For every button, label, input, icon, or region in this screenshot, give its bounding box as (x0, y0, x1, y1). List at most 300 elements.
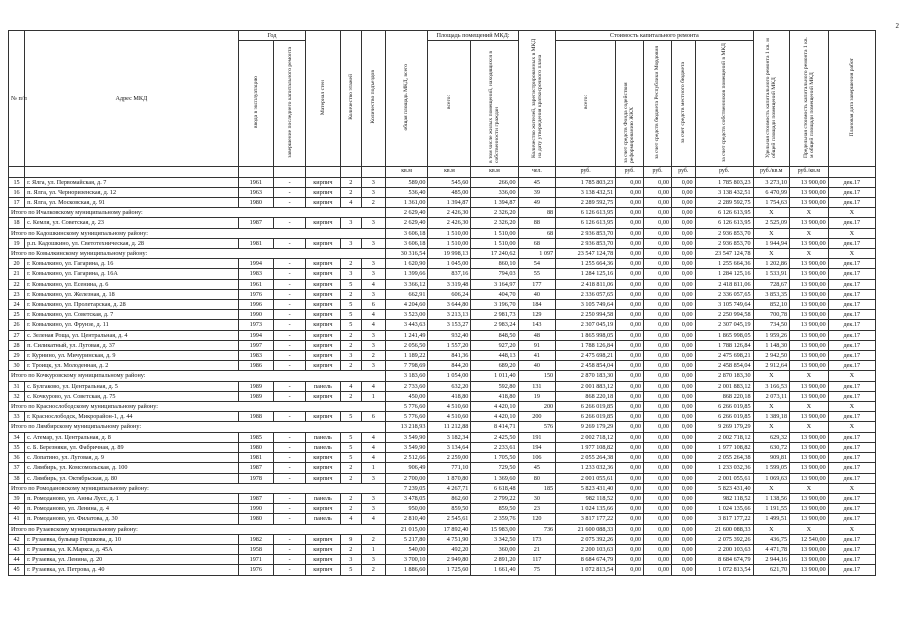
table-cell: панель (306, 381, 340, 391)
table-cell: 1 725,60 (428, 565, 471, 575)
table-cell: 6 (361, 412, 385, 422)
table-cell: дек.17 (828, 463, 875, 473)
table-cell: 31 (9, 381, 25, 391)
table-cell: - (274, 259, 306, 269)
header-year: Год (238, 31, 306, 41)
subtotal-cell: 5 776,60 (385, 402, 428, 412)
table-cell: 0,00 (616, 269, 644, 279)
table-cell: 589,00 (385, 177, 428, 187)
table-cell: 1 977 108,82 (556, 442, 616, 452)
table-cell: 13 900,00 (790, 514, 829, 524)
table-cell: 2 (340, 493, 361, 503)
table-cell: 0,00 (616, 453, 644, 463)
table-cell: 689,20 (471, 361, 518, 371)
table-cell: 3 (340, 238, 361, 248)
table-cell: 49 (518, 198, 556, 208)
subtotal-cell: 0,00 (644, 249, 672, 259)
table-cell: 75 (518, 565, 556, 575)
table-cell: - (274, 320, 306, 330)
table-cell: г. Краснослободск, Микрорайон-1, д. 44 (25, 412, 239, 422)
subtotal-row (9, 249, 876, 259)
table-cell: 2 075 392,26 (556, 534, 616, 544)
table-cell: 1 191,55 (753, 504, 789, 514)
table-cell: дек.17 (828, 218, 875, 228)
table-cell: 0,00 (672, 442, 696, 452)
table-cell: 2 (340, 504, 361, 514)
subtotal-cell: 0,00 (672, 422, 696, 432)
table-cell: 3 443,63 (385, 320, 428, 330)
table-cell: 1 886,60 (385, 565, 428, 575)
table-cell: 1 557,20 (428, 340, 471, 350)
header-area-residents: в том числе жилых помещений, находящихся в собственности граждан (471, 41, 518, 167)
table-cell: - (274, 310, 306, 320)
header-cost-federal: за счет средств Фонда содействия реформированию ЖКХ (616, 41, 644, 167)
table-cell: - (274, 289, 306, 299)
table-cell: 3 (361, 269, 385, 279)
header-cost-regional: за счет средств бюджета Республики Мордовия (644, 41, 672, 167)
table-cell: 3 319,48 (428, 279, 471, 289)
header-floors: Количество этажей (340, 31, 361, 167)
subtotal-cell: 0,00 (672, 371, 696, 381)
subtotal-cell: 200 (518, 402, 556, 412)
subtotal-label: Итого по Кочкуровскому муниципальному району: (9, 371, 386, 381)
table-cell: - (274, 463, 306, 473)
table-cell: 3 134,64 (428, 442, 471, 452)
table-cell: 129 (518, 310, 556, 320)
table-cell: п. Ромоданово, ул. Ленина, д. 4 (25, 504, 239, 514)
table-cell: 2 475 698,21 (695, 351, 753, 361)
table-cell: 1989 (238, 381, 273, 391)
table-cell: 42 (9, 534, 25, 544)
table-cell: 0,00 (644, 463, 672, 473)
table-cell: 0,00 (672, 412, 696, 422)
table-cell: дек.17 (828, 391, 875, 401)
table-cell: 0,00 (616, 218, 644, 228)
table-cell: 88 (518, 218, 556, 228)
table-cell: 0,00 (644, 514, 672, 524)
table-cell: г. Ковылкино, ул. Есенина, д. 6 (25, 279, 239, 289)
table-cell: 0,00 (672, 340, 696, 350)
unit-cell (828, 167, 875, 177)
table-cell: 0,00 (616, 565, 644, 575)
table-cell: 1994 (238, 259, 273, 269)
table-cell: 3 606,18 (385, 238, 428, 248)
table-row (9, 320, 876, 330)
subtotal-label: Итого по Ковылкинскому муниципальному району: (9, 249, 386, 259)
table-cell: 8 684 674,79 (556, 555, 616, 565)
table-cell: 3 105 749,64 (695, 300, 753, 310)
subtotal-cell: X (790, 228, 829, 238)
table-cell: 13 900,00 (790, 238, 829, 248)
subtotal-cell: 21 015,00 (385, 524, 428, 534)
table-cell: - (274, 361, 306, 371)
table-cell: 0,00 (644, 565, 672, 575)
table-row (9, 330, 876, 340)
table-cell: 630,72 (753, 442, 789, 452)
subtotal-cell: 1 510,00 (471, 228, 518, 238)
table-row (9, 218, 876, 228)
table-cell: 2 983,24 (471, 320, 518, 330)
table-cell: 2 307 045,19 (556, 320, 616, 330)
table-cell: 2 475 698,21 (556, 351, 616, 361)
subtotal-cell: 68 (518, 228, 556, 238)
table-cell: 13 900,00 (790, 187, 829, 197)
table-cell: 848,50 (471, 330, 518, 340)
table-cell: 927,20 (471, 340, 518, 350)
table-cell: 0,00 (616, 391, 644, 401)
table-cell: 3 153,27 (428, 320, 471, 330)
table-row (9, 442, 876, 452)
table-cell: 5 (340, 279, 361, 289)
table-cell: 4 471,78 (753, 544, 789, 554)
table-cell: 536,40 (385, 187, 428, 197)
table-row (9, 351, 876, 361)
subtotal-label: Итого по Кадошкинскому муниципальному району: (9, 228, 386, 238)
table-cell: 1980 (238, 198, 273, 208)
unit-cell: кв.м (385, 167, 428, 177)
table-cell: 12 540,00 (790, 534, 829, 544)
table-cell: 32 (9, 391, 25, 401)
table-cell: 2 545,61 (428, 514, 471, 524)
table-row (9, 361, 876, 371)
table-cell: кирпич (306, 340, 340, 350)
unit-cell: руб. (644, 167, 672, 177)
header-area-premises: Площадь помещений МКД: (428, 31, 518, 41)
table-cell: 2 (361, 198, 385, 208)
table-cell: 2 336 057,65 (695, 289, 753, 299)
table-cell: 41 (9, 514, 25, 524)
table-cell: 1990 (238, 310, 273, 320)
table-cell: с. Зеленая Роща, ул. Центральная, д. 4 (25, 330, 239, 340)
table-cell: дек.17 (828, 432, 875, 442)
header-num: № п/п (9, 31, 25, 167)
table-cell: 728,67 (753, 279, 789, 289)
table-cell: 0,00 (672, 555, 696, 565)
table-cell: 0,00 (616, 493, 644, 503)
table-cell: 40 (9, 504, 25, 514)
subtotal-cell: 0,00 (672, 228, 696, 238)
table-cell: 40 (518, 361, 556, 371)
table-cell: кирпич (306, 565, 340, 575)
table-cell: 0,00 (644, 555, 672, 565)
header-year-commission: ввода в эксплуатацию (238, 41, 273, 167)
table-cell: 1 599,05 (753, 463, 789, 473)
table-cell: 0,00 (644, 432, 672, 442)
table-cell: 2 (361, 565, 385, 575)
table-cell: кирпич (306, 238, 340, 248)
table-cell: 2 (340, 330, 361, 340)
table-cell: 28 (9, 340, 25, 350)
table-cell: 1971 (238, 555, 273, 565)
subtotal-cell: X (753, 249, 789, 259)
table-cell: 2 289 592,75 (695, 198, 753, 208)
table-cell: 13 900,00 (790, 493, 829, 503)
table-cell: 0,00 (672, 463, 696, 473)
table-cell: 2 (340, 187, 361, 197)
table-cell: 2 426,30 (428, 218, 471, 228)
subtotal-cell: 2 326,20 (471, 208, 518, 218)
table-cell: 1 284 125,16 (695, 269, 753, 279)
table-cell: 1963 (238, 187, 273, 197)
table-cell: 3 (340, 218, 361, 228)
table-cell: 3 (361, 493, 385, 503)
table-cell: - (274, 565, 306, 575)
table-cell: 5 (340, 300, 361, 310)
table-cell: 2 056,50 (385, 340, 428, 350)
table-cell: 13 900,00 (790, 565, 829, 575)
subtotal-cell: 6 126 613,95 (695, 208, 753, 218)
subtotal-cell: 4 420,10 (471, 402, 518, 412)
table-cell: 1987 (238, 463, 273, 473)
table-cell: 0,00 (672, 432, 696, 442)
table-row (9, 504, 876, 514)
table-cell: 4 (361, 453, 385, 463)
table-cell: 13 900,00 (790, 177, 829, 187)
table-cell: 2 001 883,12 (695, 381, 753, 391)
table-cell: 191 (518, 432, 556, 442)
table-row (9, 432, 876, 442)
table-cell: дек.17 (828, 504, 875, 514)
table-cell: 1 255 664,36 (695, 259, 753, 269)
table-cell: дек.17 (828, 259, 875, 269)
table-cell: 5 (340, 453, 361, 463)
table-cell: 0,00 (644, 218, 672, 228)
table-cell: 1 202,86 (753, 259, 789, 269)
table-cell: кирпич (306, 412, 340, 422)
table-cell: 0,00 (616, 463, 644, 473)
table-cell: 43 (9, 544, 25, 554)
table-cell: с. Лямбирь, ул. Комсомольская, д. 100 (25, 463, 239, 473)
table-cell: 5 (340, 432, 361, 442)
subtotal-cell: 0,00 (616, 208, 644, 218)
table-cell: 2 629,40 (385, 218, 428, 228)
table-cell: кирпич (306, 300, 340, 310)
header-wall-material: Материал стен (306, 31, 340, 167)
table-cell: 1 399,66 (385, 269, 428, 279)
subtotal-cell: 736 (518, 524, 556, 534)
table-cell: дек.17 (828, 351, 875, 361)
table-cell: п. Ромоданово, ул. Филатова, д. 30 (25, 514, 239, 524)
unit-cell: руб. (695, 167, 753, 177)
table-row (9, 269, 876, 279)
table-cell: 2 250 994,58 (695, 310, 753, 320)
table-cell: 0,00 (672, 504, 696, 514)
table-cell: 3 (361, 555, 385, 565)
table-cell: 0,00 (672, 218, 696, 228)
table-cell: 0,00 (672, 177, 696, 187)
table-cell: 0,00 (616, 198, 644, 208)
table-cell: - (274, 391, 306, 401)
table-cell: 194 (518, 442, 556, 452)
table-cell: 0,00 (644, 259, 672, 269)
table-cell: панель (306, 432, 340, 442)
unit-cell: кв.м (471, 167, 518, 177)
subtotal-cell: 0,00 (616, 422, 644, 432)
table-cell: кирпич (306, 279, 340, 289)
table-cell: дек.17 (828, 198, 875, 208)
table-cell: 0,00 (644, 300, 672, 310)
table-cell: 1 (361, 544, 385, 554)
table-cell: 3 644,80 (428, 300, 471, 310)
table-cell: 3 138 432,51 (695, 187, 753, 197)
table-cell: 8 684 674,79 (695, 555, 753, 565)
table-cell: 3 853,35 (753, 289, 789, 299)
table-cell: 4 (361, 514, 385, 524)
table-cell: 0,00 (616, 361, 644, 371)
mkd-repair-table (8, 30, 876, 576)
table-cell: - (274, 555, 306, 565)
table-cell: - (274, 473, 306, 483)
table-row (9, 391, 876, 401)
table-cell: 868 220,18 (556, 391, 616, 401)
table-cell: 3 817 177,22 (695, 514, 753, 524)
table-cell: - (274, 300, 306, 310)
subtotal-cell: 11 212,88 (428, 422, 471, 432)
table-cell: 950,00 (385, 504, 428, 514)
table-cell: 1 394,87 (428, 198, 471, 208)
table-cell: - (274, 351, 306, 361)
table-cell: 1978 (238, 473, 273, 483)
header-area-all: всего: (428, 41, 471, 167)
table-cell: 0,00 (616, 320, 644, 330)
table-cell: 1987 (238, 493, 273, 503)
table-cell: - (274, 218, 306, 228)
table-cell: 0,00 (616, 351, 644, 361)
table-cell: 0,00 (672, 259, 696, 269)
table-cell: 4 (361, 320, 385, 330)
table-cell: 2 458 854,04 (556, 361, 616, 371)
table-cell: 48 (518, 330, 556, 340)
table-row (9, 412, 876, 422)
table-cell: кирпич (306, 555, 340, 565)
subtotal-cell: X (790, 483, 829, 493)
subtotal-cell: 0,00 (672, 402, 696, 412)
subtotal-row (9, 483, 876, 493)
table-cell: 2 418 811,06 (695, 279, 753, 289)
table-cell: 7 798,69 (385, 361, 428, 371)
table-cell: 13 900,00 (790, 381, 829, 391)
table-cell: 13 900,00 (790, 412, 829, 422)
table-cell: 13 900,00 (790, 198, 829, 208)
table-cell: 2 810,40 (385, 514, 428, 524)
table-cell: г. Ковылкино, ул. Железная, д. 18 (25, 289, 239, 299)
table-cell: 1 788 126,84 (695, 340, 753, 350)
table-row (9, 565, 876, 575)
table-cell: 3 (361, 361, 385, 371)
table-cell: 1 369,60 (471, 473, 518, 483)
unit-cell (9, 167, 25, 177)
table-cell: дек.17 (828, 544, 875, 554)
table-cell: дек.17 (828, 412, 875, 422)
subtotal-cell: X (753, 371, 789, 381)
table-cell: 700,78 (753, 310, 789, 320)
table-cell: дек.17 (828, 320, 875, 330)
table-row (9, 289, 876, 299)
table-cell: 2 001 055,61 (695, 473, 753, 483)
table-cell: 1 241,49 (385, 330, 428, 340)
table-cell: п. Ялга, ул. Московская, д. 91 (25, 198, 239, 208)
table-cell: 13 900,00 (790, 442, 829, 452)
table-cell: 13 900,00 (790, 340, 829, 350)
subtotal-cell: 0,00 (644, 524, 672, 534)
subtotal-cell: X (828, 249, 875, 259)
table-cell: 3 273,10 (753, 177, 789, 187)
table-cell: 3 700,10 (385, 555, 428, 565)
subtotal-cell: 88 (518, 208, 556, 218)
table-cell: 184 (518, 300, 556, 310)
table-cell: 30 (9, 361, 25, 371)
table-cell: 5 (340, 442, 361, 452)
subtotal-cell: 1 054,00 (428, 371, 471, 381)
subtotal-cell: 3 183,60 (385, 371, 428, 381)
table-cell: 909,81 (753, 453, 789, 463)
subtotal-cell: 9 269 179,29 (556, 422, 616, 432)
subtotal-cell: X (753, 402, 789, 412)
table-cell: кирпич (306, 361, 340, 371)
table-cell: кирпич (306, 198, 340, 208)
table-cell: 2 (340, 544, 361, 554)
table-cell: 38 (9, 473, 25, 483)
table-cell: дек.17 (828, 177, 875, 187)
subtotal-cell: X (753, 524, 789, 534)
table-cell: дек.17 (828, 453, 875, 463)
subtotal-cell: 17 892,40 (428, 524, 471, 534)
table-cell: 0,00 (644, 351, 672, 361)
table-cell: 1 138,56 (753, 493, 789, 503)
table-cell: 540,00 (385, 544, 428, 554)
table-cell: - (274, 340, 306, 350)
table-cell: 1996 (238, 300, 273, 310)
subtotal-cell: X (828, 371, 875, 381)
table-row (9, 555, 876, 565)
table-cell: кирпич (306, 544, 340, 554)
table-cell: 1 189,22 (385, 351, 428, 361)
table-cell: 1 754,63 (753, 198, 789, 208)
table-cell: 2 002 718,12 (556, 432, 616, 442)
table-cell: 30 (518, 493, 556, 503)
subtotal-row (9, 208, 876, 218)
table-cell: 844,20 (428, 361, 471, 371)
table-cell: дек.17 (828, 565, 875, 575)
table-cell: 21 (9, 269, 25, 279)
table-row (9, 259, 876, 269)
unit-cell: руб./кв.м (790, 167, 829, 177)
table-cell: 3 (361, 289, 385, 299)
table-cell: 1 788 126,84 (556, 340, 616, 350)
table-cell: дек.17 (828, 514, 875, 524)
subtotal-cell: 0,00 (644, 208, 672, 218)
table-cell: 0,00 (644, 187, 672, 197)
subtotal-cell: 1 510,00 (428, 228, 471, 238)
table-cell: 13 900,00 (790, 504, 829, 514)
table-cell: 1958 (238, 544, 273, 554)
table-cell: 131 (518, 381, 556, 391)
table-cell: 1982 (238, 534, 273, 544)
table-cell: 16 (9, 187, 25, 197)
table-cell: 3 (361, 259, 385, 269)
table-cell: - (274, 432, 306, 442)
header-unit-cost: Удельная стоимость капитального ремонта 1 кв. м общей площади помещений МКД (753, 31, 789, 167)
table-cell: 26 (9, 320, 25, 330)
subtotal-cell: X (753, 483, 789, 493)
table-cell: г. Ковылкино, ул. Гагарина, д. 16А (25, 269, 239, 279)
table-cell: - (274, 177, 306, 187)
table-cell: 13 900,00 (790, 555, 829, 565)
subtotal-row (9, 422, 876, 432)
table-cell: 15 (9, 177, 25, 187)
table-cell: 0,00 (616, 514, 644, 524)
table-cell: 9 (340, 534, 361, 544)
